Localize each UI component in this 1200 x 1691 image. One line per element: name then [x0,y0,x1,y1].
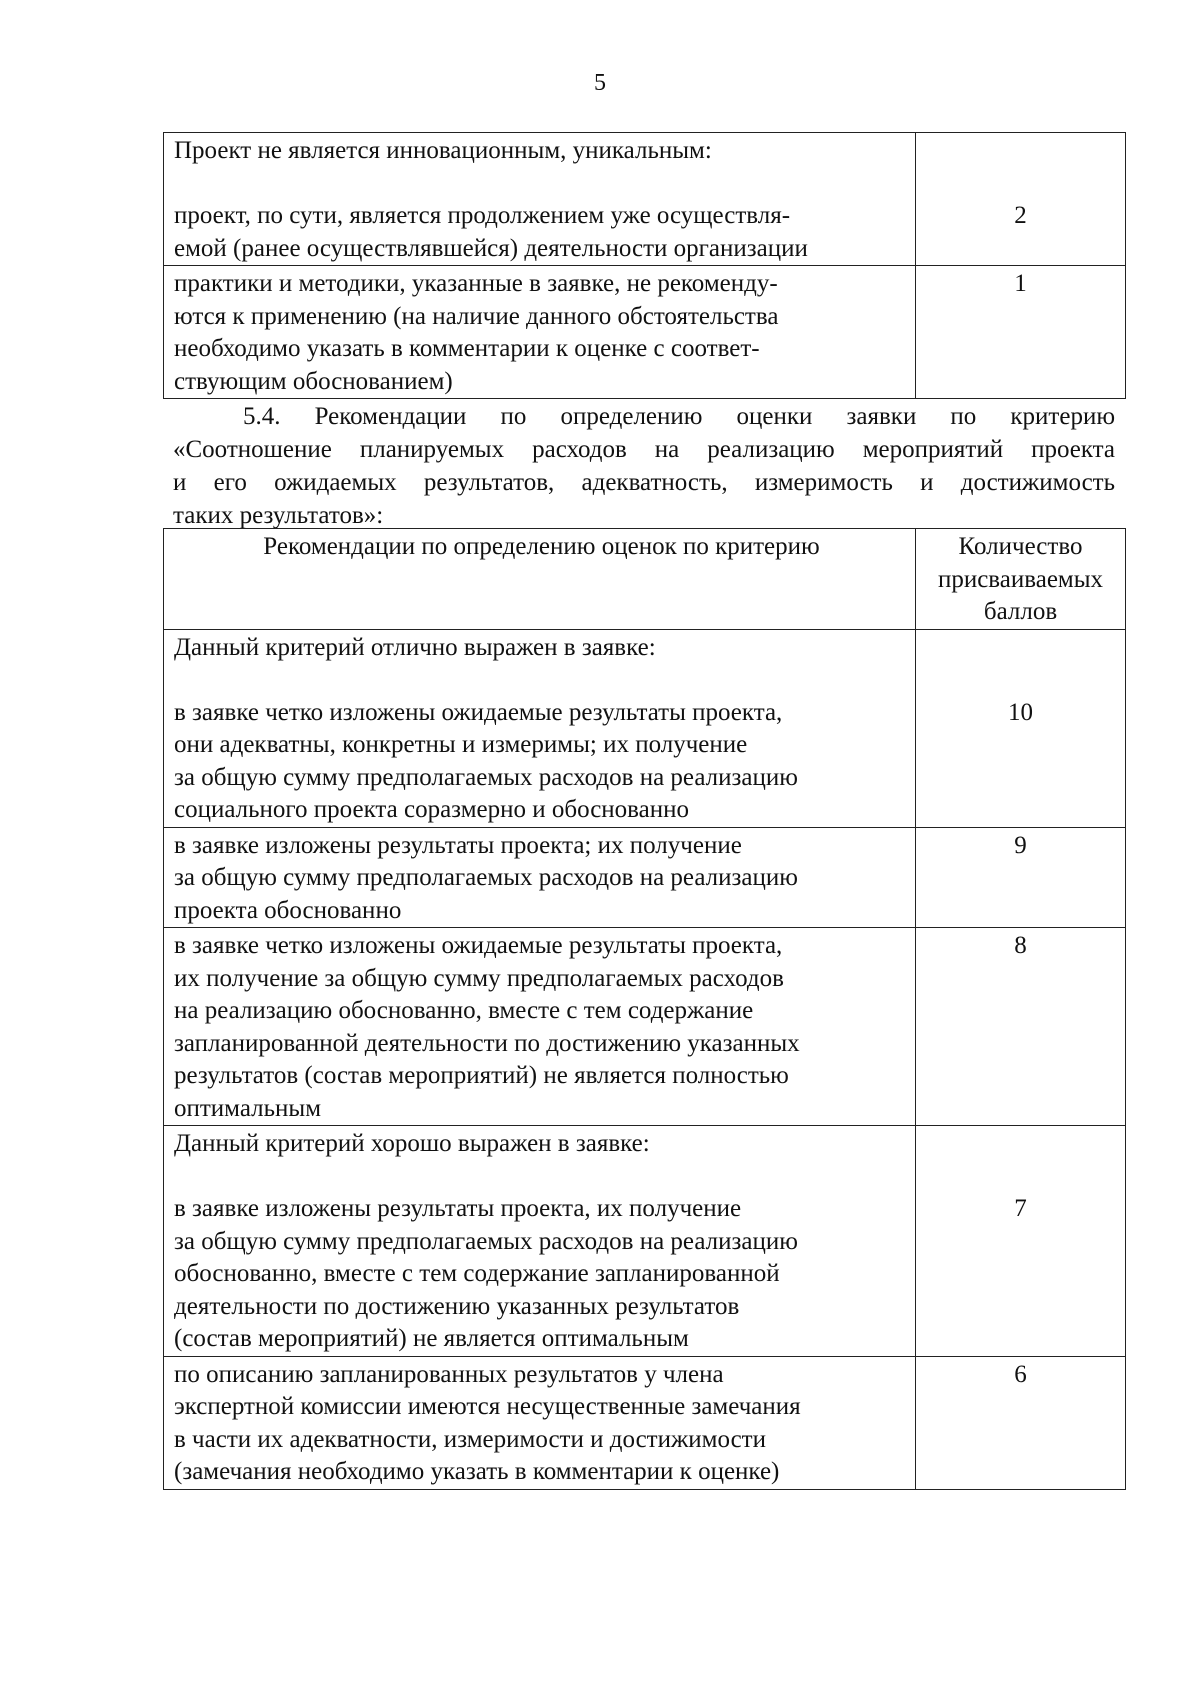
criterion-text-line: Данный критерий отлично выражен в заявке: [174,633,656,661]
criterion-text-line: Проект не является инновационным, уникальным: [174,137,712,164]
criterion-text-line: по описанию запланированных результатов у члена [174,1360,724,1388]
scoring-table-continuation [163,132,1126,399]
criterion-text-line: практики и методики, указанные в заявке, не рекоменду- [174,270,778,297]
paragraph-line: и его ожидаемых результатов, адекватность, измеримость и достижимость [173,469,1115,496]
header-recommendations-cell [164,529,916,630]
criterion-text-cell [164,1356,916,1489]
criterion-text-line: ствующим обоснованием) [174,367,453,395]
criterion-text-line: обоснованно, вместе с тем содержание запланированной [174,1260,780,1287]
table-row [164,1356,1126,1489]
criterion-text-line: за общую сумму предполагаемых расходов на реализацию [174,1227,798,1255]
table-row [164,133,1126,266]
score-cell [916,133,1126,266]
score-cell [916,266,1126,399]
score-value: 7 [1014,1195,1027,1222]
criterion-text-line: в заявке четко изложены ожидаемые результаты проекта, [174,932,783,959]
criterion-text-line: за общую сумму предполагаемых расходов на реализацию [174,864,798,891]
criterion-text-line: их получение за общую сумму предполагаемых расходов [174,964,784,992]
table-row [164,928,1126,1126]
criterion-text-line: (замечания необходимо указать в комментарии к оценке) [174,1458,780,1485]
score-cell [916,827,1126,928]
criterion-text-line: они адекватны, конкретны и измеримы; их получение [174,731,748,758]
criterion-text-cell [164,266,916,399]
criterion-text-cell [164,928,916,1126]
criterion-text-line: Данный критерий хорошо выражен в заявке: [174,1130,650,1157]
criterion-text-line: экспертной комиссии имеются несущественные замечания [174,1393,801,1420]
score-value: 2 [1014,202,1027,229]
score-cell [916,629,1126,827]
score-value: 9 [1014,831,1027,859]
page-number: 5 [594,70,606,96]
blank-line [174,1161,909,1194]
paragraph-line: таких результатов»: [173,502,384,529]
table-header-row [164,529,1126,630]
criterion-text-cell [164,133,916,266]
paragraph-line: 5.4. Рекомендации по определению оценки заявки по критерию [243,403,1115,430]
score-value: 1 [1014,270,1027,297]
blank-line [174,168,909,201]
criterion-text-cell [164,827,916,928]
criterion-text-line: в заявке изложены результаты проекта; их получение [174,831,742,859]
table-row [164,1126,1126,1357]
criterion-text-line: ются к применению (на наличие данного обстоятельства [174,302,779,330]
table-row [164,266,1126,399]
table-row [164,629,1126,827]
header-score-line: присваиваемых [937,565,1104,593]
criterion-text-line: социального проекта соразмерно и обоснованно [174,796,690,823]
header-score-cell [916,529,1126,630]
criterion-text-line: в части их адекватности, измеримости и достижимости [174,1425,766,1453]
criterion-text-line: запланированной деятельности по достижению указанных [174,1029,800,1057]
criterion-text-line: емой (ранее осуществлявшейся) деятельности организации [174,234,808,262]
score-value: 10 [1008,698,1033,726]
criterion-text-line: проекта обоснованно [174,896,402,924]
criterion-text-line: результатов (состав мероприятий) не является полностью [174,1062,789,1089]
table-row [164,827,1126,928]
criterion-text-line: в заявке четко изложены ожидаемые результаты проекта, [174,698,783,726]
header-score-line: баллов [983,598,1058,625]
score-value: 6 [1014,1360,1027,1388]
criterion-text-line: деятельности по достижению указанных результатов [174,1292,740,1320]
criterion-text-line: на реализацию обоснованно, вместе с тем содержание [174,997,754,1024]
criterion-text-line: проект, по сути, является продолжением уже осуществля- [174,202,791,229]
score-cell [916,928,1126,1126]
header-score-line: Количество [958,533,1083,560]
blank-line [174,664,909,697]
score-cell [916,1356,1126,1489]
criterion-text-line: (состав мероприятий) не является оптимальным [174,1325,689,1352]
criterion-text-cell [164,1126,916,1357]
header-recommendations-text: Рекомендации по определению оценок по критерию [263,533,820,560]
scoring-table-criterion [163,528,1126,1490]
score-value: 8 [1014,932,1027,959]
criterion-text-line: в заявке изложены результаты проекта, их получение [174,1195,742,1222]
criterion-text-cell [164,629,916,827]
criterion-text-line: необходимо указать в комментарии к оценке с соответ- [174,335,760,362]
criterion-text-line: за общую сумму предполагаемых расходов на реализацию [174,763,798,791]
paragraph-line: «Соотношение планируемых расходов на реализацию мероприятий проекта [173,436,1115,463]
criterion-text-line: оптимальным [174,1094,322,1122]
section-5-4-paragraph [173,400,1115,532]
score-cell [916,1126,1126,1357]
